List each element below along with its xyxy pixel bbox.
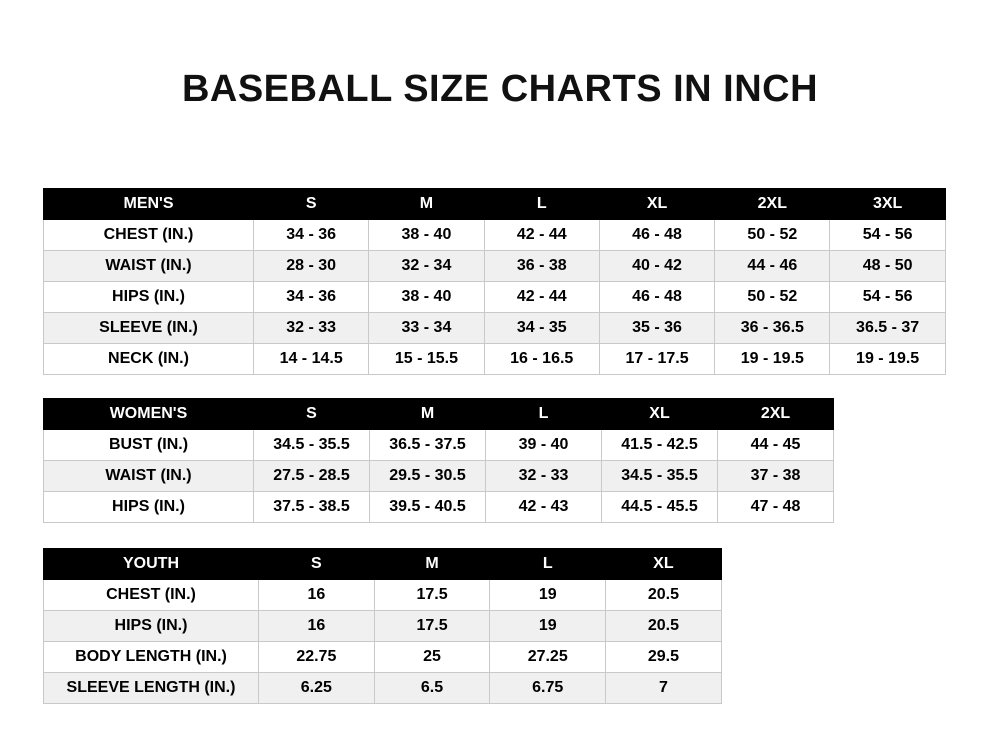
table-cell: 20.5: [606, 580, 722, 611]
row-label: BODY LENGTH (IN.): [44, 642, 259, 673]
table-cell: 50 - 52: [715, 282, 830, 313]
table-cell: 47 - 48: [718, 492, 834, 523]
table-cell: 6.75: [490, 673, 606, 704]
table-cell: 29.5 - 30.5: [370, 461, 486, 492]
row-label: WAIST (IN.): [44, 461, 254, 492]
table-cell: 44 - 46: [715, 251, 830, 282]
table-cell: 40 - 42: [599, 251, 714, 282]
table-row: [44, 492, 834, 523]
table-row: [44, 344, 946, 375]
column-header: M: [370, 399, 486, 430]
table-cell: 15 - 15.5: [369, 344, 484, 375]
table-cell: 16: [259, 580, 375, 611]
table-cell: 46 - 48: [599, 220, 714, 251]
row-label: CHEST (IN.): [44, 220, 254, 251]
table-cell: 54 - 56: [830, 220, 945, 251]
table-cell: 35 - 36: [599, 313, 714, 344]
table-cell: 19: [490, 580, 606, 611]
table-cell: 29.5: [606, 642, 722, 673]
column-header: S: [259, 549, 375, 580]
table-header-row: [44, 549, 722, 580]
table-cell: 46 - 48: [599, 282, 714, 313]
table-cell: 17.5: [374, 611, 490, 642]
column-header: XL: [599, 189, 714, 220]
table-cell: 32 - 33: [254, 313, 369, 344]
table-header-row: [44, 399, 834, 430]
table-cell: 6.5: [374, 673, 490, 704]
table-cell: 19: [490, 611, 606, 642]
column-header: L: [486, 399, 602, 430]
table-cell: 37 - 38: [718, 461, 834, 492]
table-cell: 17.5: [374, 580, 490, 611]
row-label: BUST (IN.): [44, 430, 254, 461]
row-label: CHEST (IN.): [44, 580, 259, 611]
column-header: WOMEN'S: [44, 399, 254, 430]
table-cell: 41.5 - 42.5: [602, 430, 718, 461]
table-row: [44, 461, 834, 492]
table-cell: 17 - 17.5: [599, 344, 714, 375]
table-cell: 6.25: [259, 673, 375, 704]
table-cell: 33 - 34: [369, 313, 484, 344]
table-cell: 48 - 50: [830, 251, 945, 282]
column-header: XL: [602, 399, 718, 430]
table-cell: 42 - 44: [484, 282, 599, 313]
table-row: [44, 282, 946, 313]
column-header: L: [484, 189, 599, 220]
table-cell: 34 - 36: [254, 220, 369, 251]
column-header: L: [490, 549, 606, 580]
table-cell: 7: [606, 673, 722, 704]
table-cell: 50 - 52: [715, 220, 830, 251]
table-row: [44, 251, 946, 282]
table-row: [44, 580, 722, 611]
column-header: 2XL: [718, 399, 834, 430]
table-cell: 19 - 19.5: [830, 344, 945, 375]
table-cell: 14 - 14.5: [254, 344, 369, 375]
table-cell: 28 - 30: [254, 251, 369, 282]
page-title: BASEBALL SIZE CHARTS IN INCH: [181, 68, 819, 110]
table-cell: 25: [374, 642, 490, 673]
row-label: SLEEVE LENGTH (IN.): [44, 673, 259, 704]
table-cell: 34 - 35: [484, 313, 599, 344]
table-cell: 34.5 - 35.5: [254, 430, 370, 461]
table-row: [44, 642, 722, 673]
table-cell: 22.75: [259, 642, 375, 673]
table-cell: 34.5 - 35.5: [602, 461, 718, 492]
table-header-row: [44, 189, 946, 220]
table-row: [44, 673, 722, 704]
table-cell: 38 - 40: [369, 220, 484, 251]
table-cell: 16 - 16.5: [484, 344, 599, 375]
column-header: 2XL: [715, 189, 830, 220]
row-label: HIPS (IN.): [44, 282, 254, 313]
table-cell: 38 - 40: [369, 282, 484, 313]
table-cell: 42 - 43: [486, 492, 602, 523]
row-label: HIPS (IN.): [44, 492, 254, 523]
table-row: [44, 430, 834, 461]
table-row: [44, 220, 946, 251]
table-cell: 36 - 36.5: [715, 313, 830, 344]
column-header: 3XL: [830, 189, 945, 220]
table-cell: 27.25: [490, 642, 606, 673]
womens-size-table: [43, 398, 834, 523]
youth-size-table: [43, 548, 722, 704]
row-label: HIPS (IN.): [44, 611, 259, 642]
table-row: [44, 611, 722, 642]
column-header: S: [254, 399, 370, 430]
table-cell: 36.5 - 37: [830, 313, 945, 344]
column-header: XL: [606, 549, 722, 580]
table-cell: 36 - 38: [484, 251, 599, 282]
table-cell: 36.5 - 37.5: [370, 430, 486, 461]
table-cell: 44.5 - 45.5: [602, 492, 718, 523]
column-header: MEN'S: [44, 189, 254, 220]
mens-size-table: [43, 188, 946, 375]
table-cell: 19 - 19.5: [715, 344, 830, 375]
column-header: M: [369, 189, 484, 220]
row-label: SLEEVE (IN.): [44, 313, 254, 344]
table-cell: 44 - 45: [718, 430, 834, 461]
column-header: S: [254, 189, 369, 220]
table-cell: 39.5 - 40.5: [370, 492, 486, 523]
table-cell: 42 - 44: [484, 220, 599, 251]
table-cell: 16: [259, 611, 375, 642]
column-header: YOUTH: [44, 549, 259, 580]
table-row: [44, 313, 946, 344]
table-cell: 20.5: [606, 611, 722, 642]
table-cell: 32 - 34: [369, 251, 484, 282]
table-cell: 34 - 36: [254, 282, 369, 313]
table-cell: 39 - 40: [486, 430, 602, 461]
table-cell: 54 - 56: [830, 282, 945, 313]
table-cell: 27.5 - 28.5: [254, 461, 370, 492]
row-label: WAIST (IN.): [44, 251, 254, 282]
column-header: M: [374, 549, 490, 580]
table-cell: 37.5 - 38.5: [254, 492, 370, 523]
table-cell: 32 - 33: [486, 461, 602, 492]
row-label: NECK (IN.): [44, 344, 254, 375]
